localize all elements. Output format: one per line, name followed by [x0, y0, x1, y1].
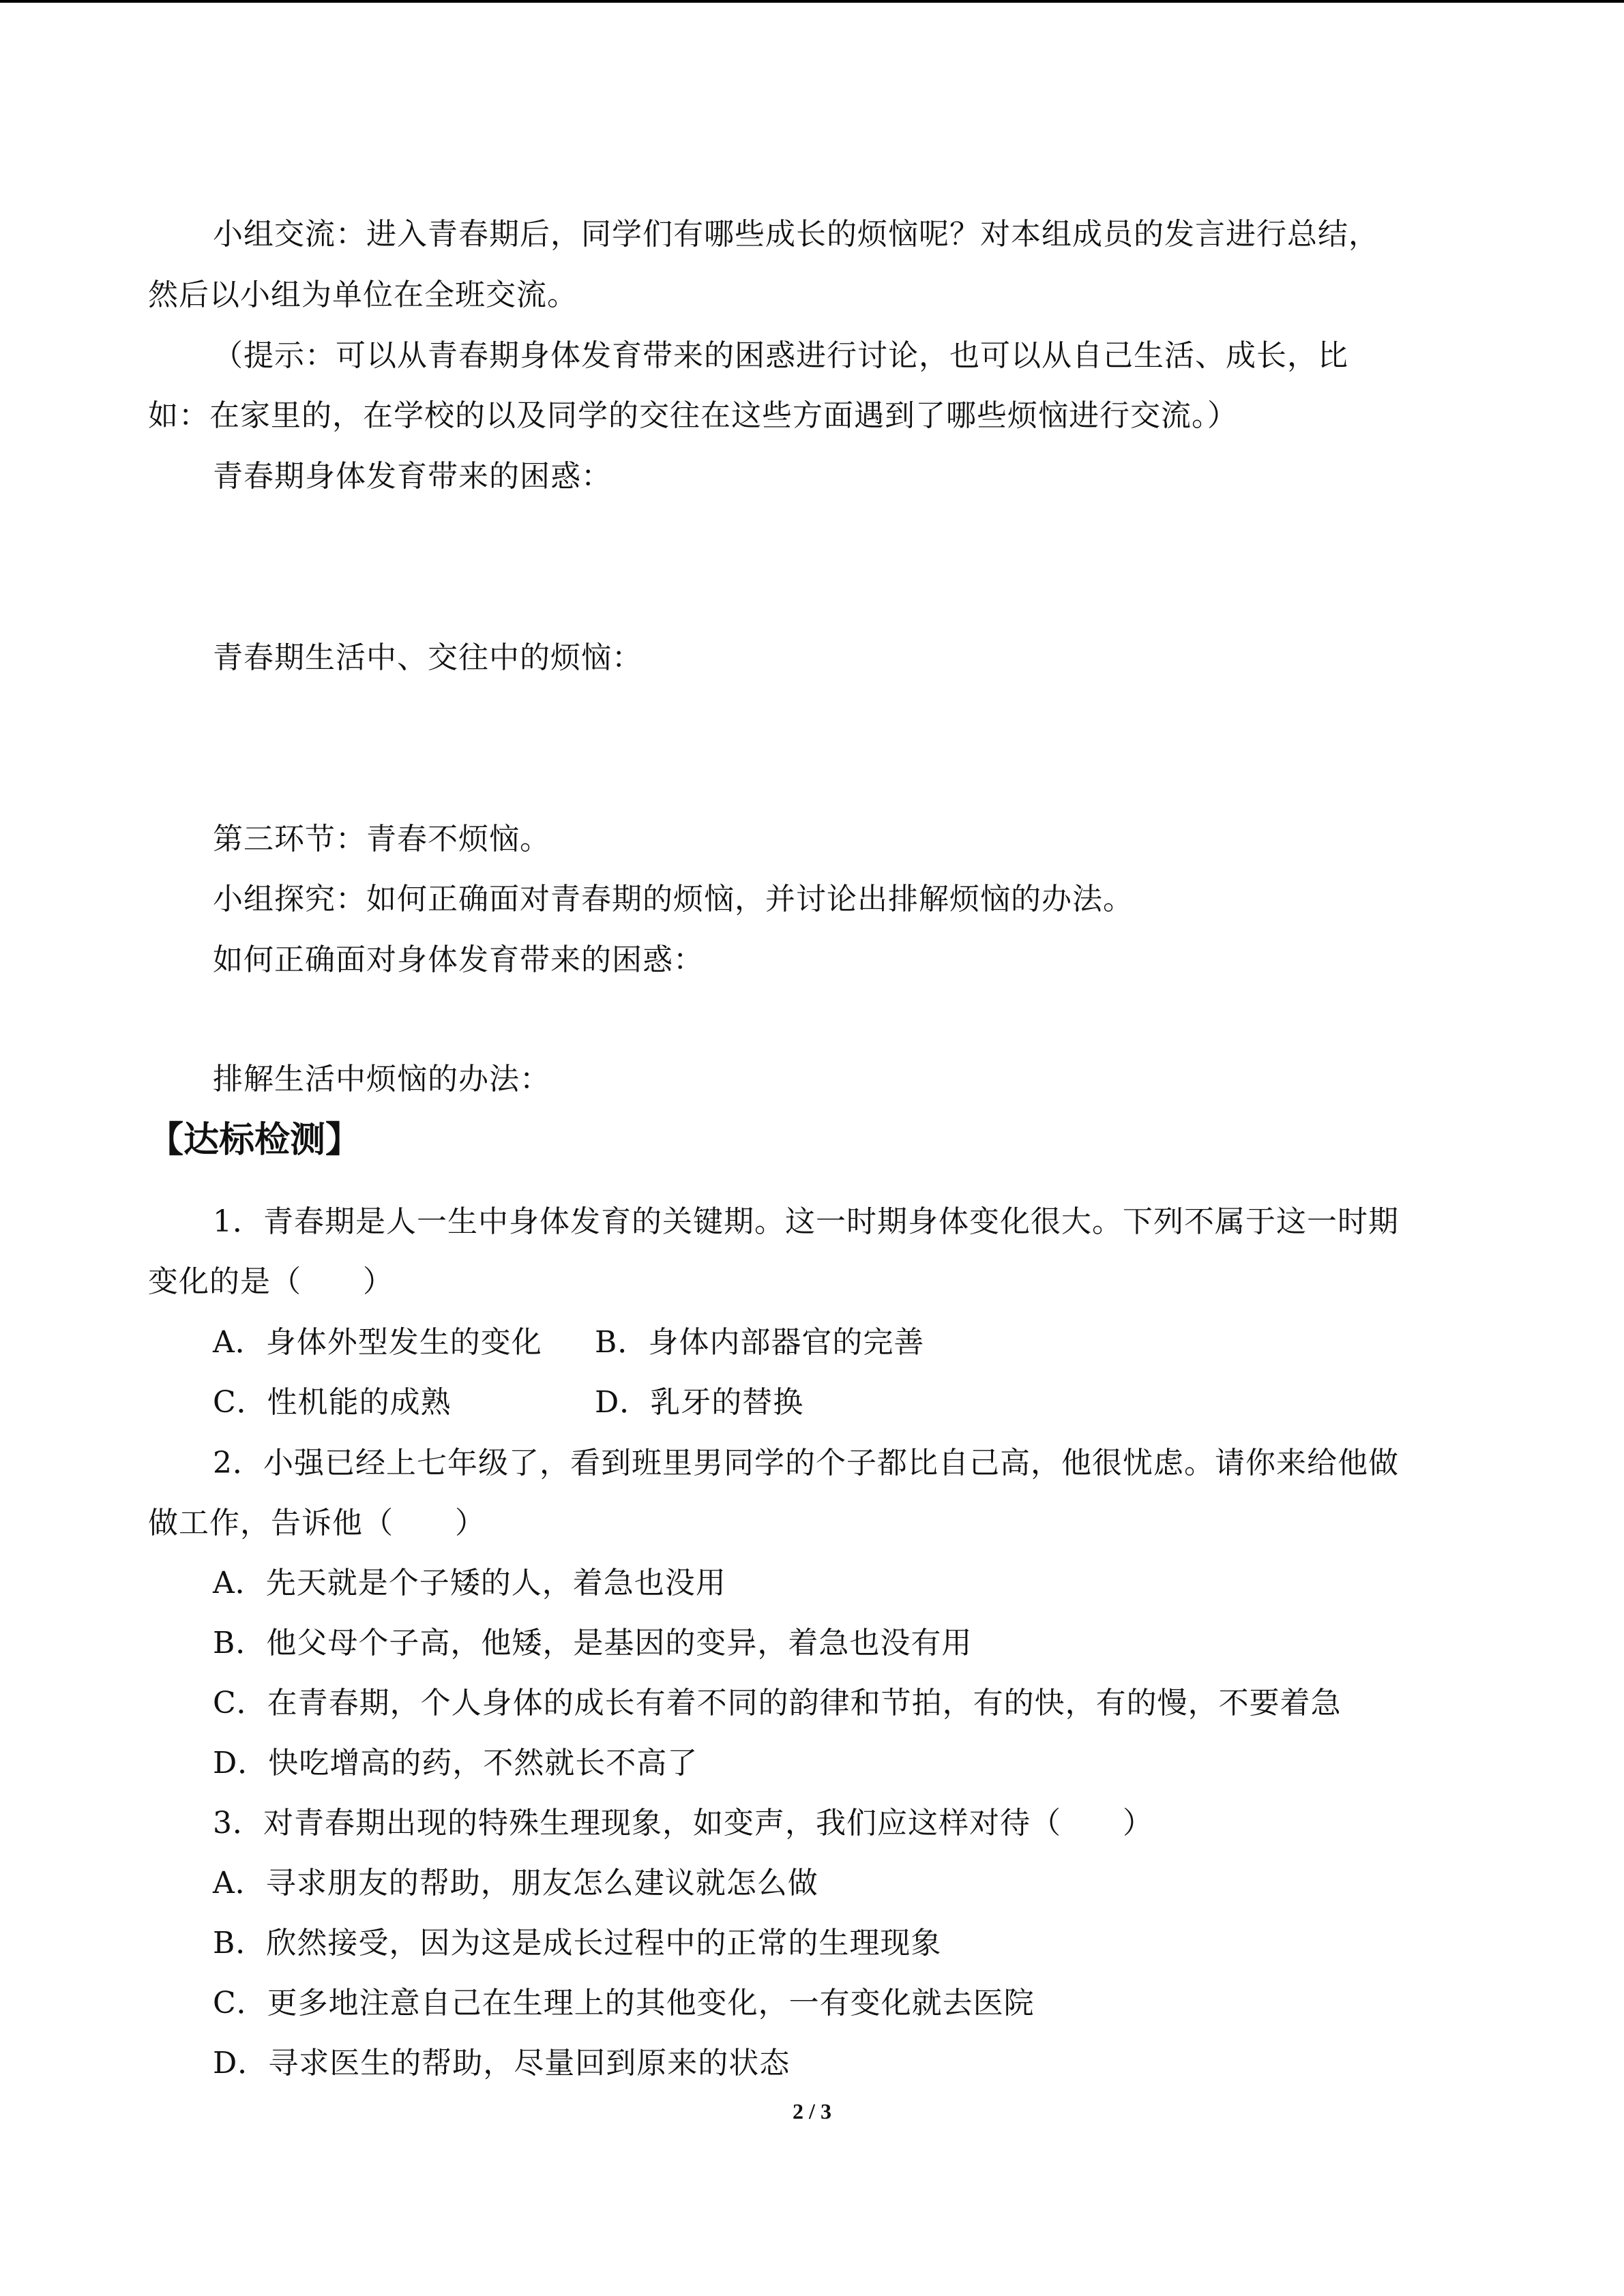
question-3-option-d: D．寻求医生的帮助，尽量回到原来的状态: [213, 2046, 791, 2081]
question-2-option-c: C．在青春期，个人身体的成长有着不同的韵律和节拍，有的快，有的慢，不要着急: [213, 1686, 1342, 1720]
question-1-options-row-1: [213, 1322, 925, 1363]
question-1-line-1: 1．青春期是人一生中身体发育的关键期。这一时期身体变化很大。下列不属于这一时期: [213, 1204, 1399, 1239]
question-3-option-a: A．寻求朋友的帮助，朋友怎么建议就怎么做: [213, 1866, 818, 1900]
discussion-paragraph-line-2: 然后以小组为单位在全班交流。: [148, 278, 578, 312]
page-number: 2 / 3: [793, 2099, 831, 2123]
prompt-life-troubles: 青春期生活中、交往中的烦恼：: [213, 640, 643, 675]
question-1-option-a: A．身体外型发生的变化: [213, 1325, 542, 1360]
question-2-line-1: 2．小强已经上七年级了，看到班里男同学的个子都比自己高，他很忧虑。请你来给他做: [213, 1446, 1399, 1480]
section-three-title: 第三环节：青春不烦恼。: [213, 822, 550, 856]
question-3-option-c: C．更多地注意自己在生理上的其他变化，一有变化就去医院: [213, 1986, 1035, 2021]
question-1-option-b: B．身体内部器官的完善: [595, 1325, 925, 1360]
question-2-option-d: D．快吃增高的药，不然就长不高了: [213, 1746, 698, 1780]
hint-paragraph-line-1: （提示：可以从青春期身体发育带来的困惑进行讨论，也可以从自己生活、成长，比: [213, 338, 1348, 373]
question-1-option-c: C．性机能的成熟: [213, 1385, 452, 1420]
hint-paragraph-line-2: 如：在家里的，在学校的以及同学的交往在这些方面遇到了哪些烦恼进行交流。）: [148, 398, 1238, 433]
question-2-option-a: A．先天就是个子矮的人，着急也没用: [213, 1566, 726, 1600]
prompt-body-confusion: 青春期身体发育带来的困惑：: [213, 459, 612, 494]
question-1-options-row-2: [213, 1382, 804, 1423]
question-3-line-1: 3．对青春期出现的特殊生理现象，如变声，我们应这样对待（ ）: [213, 1806, 1153, 1840]
group-inquiry-task: 小组探究：如何正确面对青春期的烦恼，并讨论出排解烦恼的办法。: [213, 882, 1134, 916]
question-1-line-2: 变化的是（ ）: [148, 1264, 394, 1299]
discussion-paragraph-line-1: 小组交流：进入青春期后，同学们有哪些成长的烦恼呢？对本组成员的发言进行总结，: [213, 217, 1379, 252]
prompt-face-confusion: 如何正确面对身体发育带来的困惑：: [213, 942, 704, 977]
question-2-line-2: 做工作，告诉他（ ）: [148, 1506, 486, 1540]
page-top-border: [0, 0, 1624, 3]
question-1-option-d: D．乳牙的替换: [595, 1385, 804, 1420]
test-heading: 【达标检测】: [148, 1120, 361, 1161]
question-3-option-b: B．欣然接受，因为这是成长过程中的正常的生理现象: [213, 1926, 942, 1960]
prompt-relieve-troubles: 排解生活中烦恼的办法：: [213, 1062, 550, 1097]
question-2-option-b: B．他父母个子高，他矮，是基因的变异，着急也没有用: [213, 1626, 973, 1660]
